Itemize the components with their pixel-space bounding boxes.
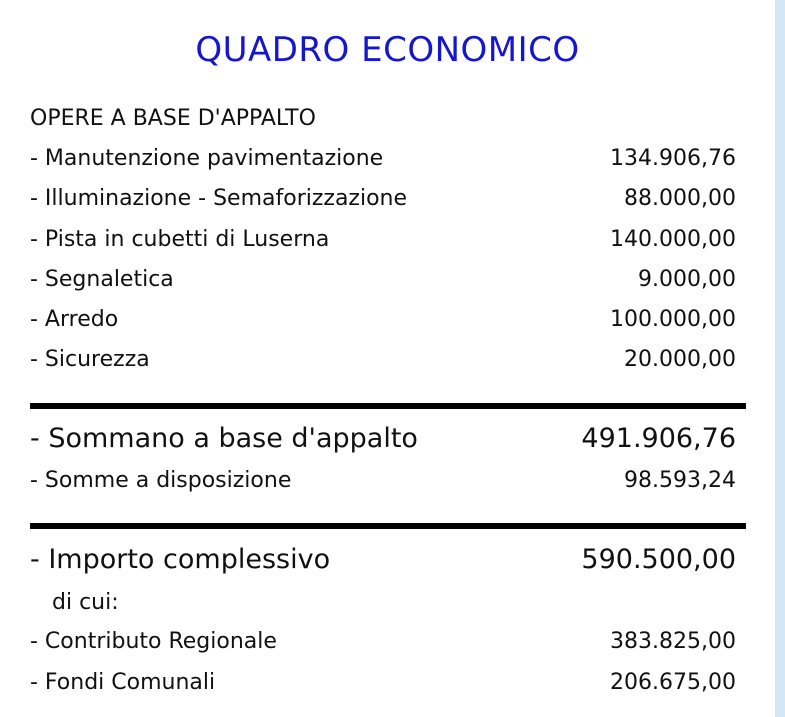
subtotal-row bbox=[30, 421, 736, 457]
work-value: 140.000,00 bbox=[610, 227, 736, 252]
divider-rule bbox=[30, 523, 746, 529]
work-row-arredo bbox=[30, 305, 736, 335]
work-value: 9.000,00 bbox=[638, 267, 736, 292]
page-title: QUADRO ECONOMICO bbox=[195, 30, 580, 70]
work-row-pavimentazione bbox=[30, 144, 736, 174]
divider-rule bbox=[30, 403, 746, 409]
total-row bbox=[30, 542, 736, 578]
work-value: 100.000,00 bbox=[610, 307, 736, 332]
work-row-segnaletica bbox=[30, 265, 736, 295]
work-label: - Pista in cubetti di Luserna bbox=[30, 227, 330, 252]
funding-row-municipal bbox=[30, 668, 736, 698]
work-value: 20.000,00 bbox=[624, 347, 736, 372]
funding-label: - Contributo Regionale bbox=[30, 629, 277, 654]
funding-value: 383.825,00 bbox=[610, 629, 736, 654]
work-label: - Manutenzione pavimentazione bbox=[30, 146, 384, 171]
work-label: - Sicurezza bbox=[30, 347, 150, 372]
funding-label: - Fondi Comunali bbox=[30, 670, 216, 695]
work-row-pista bbox=[30, 225, 736, 255]
disposal-row bbox=[30, 466, 736, 496]
total-label: - Importo complessivo bbox=[30, 544, 331, 575]
side-border-strip bbox=[775, 0, 785, 717]
work-label: - Arredo bbox=[30, 307, 119, 332]
work-row-illuminazione bbox=[30, 184, 736, 214]
work-label: - Illuminazione - Semaforizzazione bbox=[30, 186, 408, 211]
section-label: OPERE A BASE D'APPALTO bbox=[30, 106, 316, 131]
of-which-note: di cui: bbox=[52, 590, 119, 615]
work-value: 134.906,76 bbox=[610, 146, 736, 171]
total-value: 590.500,00 bbox=[581, 544, 736, 575]
disposal-value: 98.593,24 bbox=[624, 468, 736, 493]
work-value: 88.000,00 bbox=[624, 186, 736, 211]
subtotal-value: 491.906,76 bbox=[581, 423, 736, 454]
work-label: - Segnaletica bbox=[30, 267, 174, 292]
funding-value: 206.675,00 bbox=[610, 670, 736, 695]
funding-row-regional bbox=[30, 627, 736, 657]
work-row-sicurezza bbox=[30, 345, 736, 375]
subtotal-label: - Sommano a base d'appalto bbox=[30, 423, 418, 454]
disposal-label: - Somme a disposizione bbox=[30, 468, 292, 493]
